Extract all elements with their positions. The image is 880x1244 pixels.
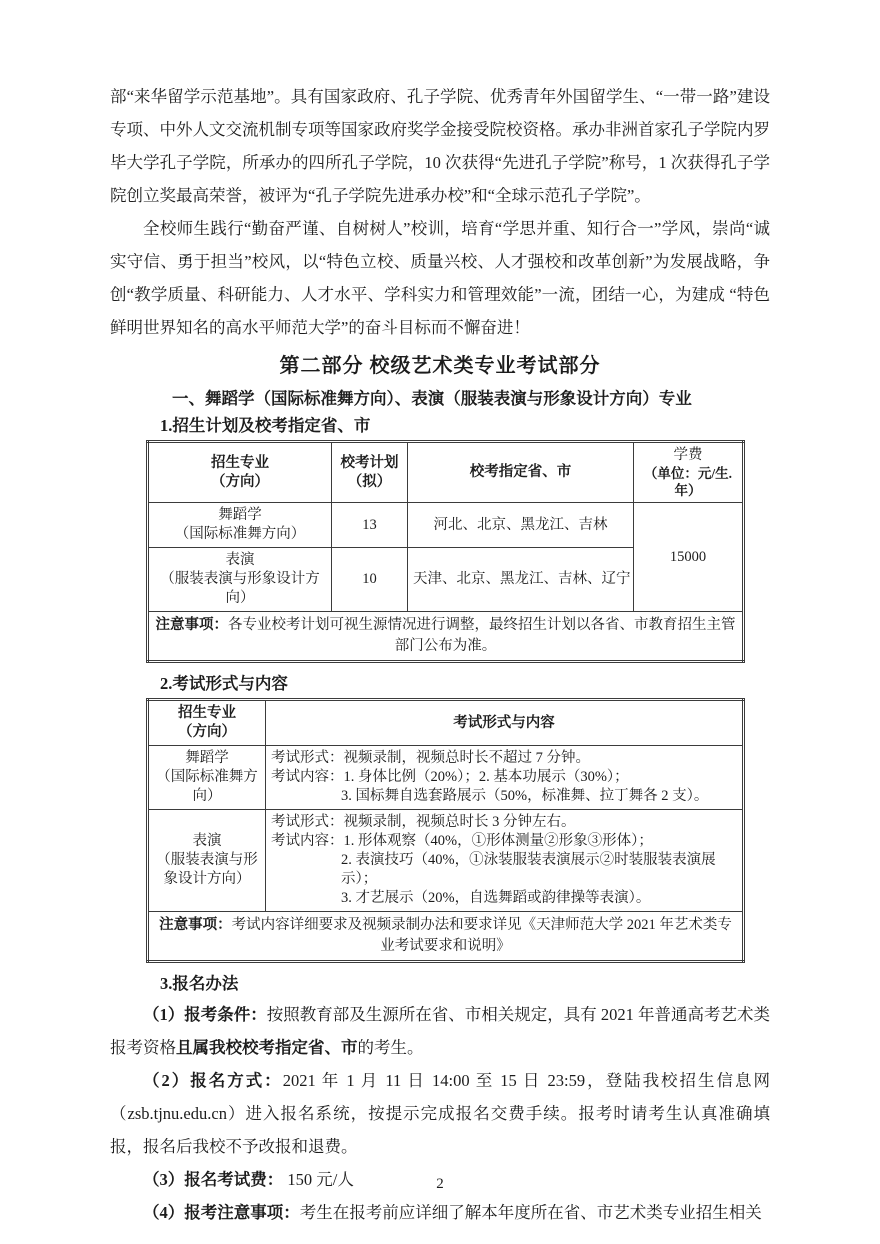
- item-label: （4）报考注意事项：: [143, 1203, 300, 1222]
- exam-table-row-dance: [148, 746, 744, 810]
- plan-table-note-row: [148, 612, 744, 662]
- registration-item-1: [110, 998, 770, 1064]
- header-tuition-line2: （单位：元/生.: [643, 466, 733, 481]
- item-label: （1）报考条件：: [143, 1005, 267, 1024]
- intro-paragraph-2: 全校师生践行“勤奋严谨、自树树人”校训，培育“学思并重、知行合一”学风，崇尚“诚实守信、勇于担当”校风，以“特色立校、质量兴校、人才强校和改革创新”为发展战略，争创“教学质量、科研能力、人才水平、学科实力和管理效能”一流，团结一心，为建成 “特色鲜明世界知名的高水平师范大学”的奋斗目标而不懈奋进！: [110, 219, 770, 337]
- cell-provinces: 天津、北京、黑龙江、吉林、辽宁: [408, 548, 634, 612]
- cell-major: [148, 810, 266, 912]
- exam-table-header-row: [148, 700, 744, 746]
- major-name: 表演: [192, 833, 222, 849]
- note-text: 各专业校考计划可视生源情况进行调整，最终招生计划以各省、市教育招生主管部门公布为准。: [228, 617, 736, 654]
- cell-tuition: 15000: [634, 503, 744, 612]
- page-number: 2: [436, 1176, 444, 1192]
- header-major: [148, 700, 266, 746]
- major-name: 舞蹈学: [218, 507, 262, 523]
- subsection1-heading: 1.招生计划及校考指定省、市: [160, 416, 371, 435]
- header-major-line2: （方向）: [211, 473, 269, 490]
- note-text: 考试内容详细要求及视频录制办法和要求详见《天津师范大学 2021 年艺术类专业考试要求和说明》: [231, 917, 732, 954]
- exam-content-line: 考试形式：视频录制，视频总时长 3 分钟左右。: [271, 814, 576, 830]
- item-text: 2021 年 1 月 11 日 14:00 至 15 日 23:59，登陆我校招生信息网（zsb.tjnu.edu.cn）进入报名系统，按提示完成报名交费手续。报考时请考生认真准确填报，报名后我校不予改报和退费。: [110, 1071, 771, 1156]
- item-label: （2）报名方式：: [143, 1071, 283, 1090]
- exam-content-line: 3. 国标舞自选套路展示（50%，标准舞、拉丁舞各 2 支）。: [341, 788, 709, 804]
- header-exam-content: 考试形式与内容: [266, 700, 744, 746]
- exam-content-line: 3. 才艺展示（20%，自选舞蹈或韵律操等表演）。: [341, 890, 651, 906]
- header-major-line1: 招生专业: [211, 454, 269, 471]
- item-text: 考生在报考前应详细了解本年度所在省、市艺术类专业招生相关: [299, 1203, 762, 1222]
- intro-paragraph-1: 部“来华留学示范基地”。具有国家政府、孔子学院、优秀青年外国留学生、“一带一路”建设专项、中外人文交流机制专项等国家政府奖学金接受院校资格。承办非洲首家孔子学院内罗毕大学孔子学院，所承办的四所孔子学院，10 次获得“先进孔子学院”称号，1 次获得孔子学院创立奖最高荣誉，被评为“孔子学院先进承办校”和“全球示范孔子学院”。: [110, 87, 770, 205]
- cell-provinces: 河北、北京、黑龙江、吉林: [408, 503, 634, 548]
- part2-title: 第二部分 校级艺术类专业考试部分: [279, 355, 601, 377]
- cell-exam-content: [266, 810, 744, 912]
- exam-content-line: 2. 表演技巧（40%，①泳装服装表演展示②时装服装表演展示）；: [341, 852, 716, 887]
- note-label: 注意事项：: [155, 617, 228, 633]
- plan-table-header-row: [148, 442, 744, 503]
- enrollment-plan-table: [146, 440, 745, 663]
- major-direction: （国际标准舞方向）: [174, 526, 306, 542]
- header-tuition: [634, 442, 744, 503]
- note-label: 注意事项：: [159, 917, 232, 933]
- header-major: [148, 442, 332, 503]
- header-plan: [332, 442, 408, 503]
- major-direction: （国际标准舞方向）: [156, 769, 258, 804]
- cell-major: [148, 503, 332, 548]
- major-name: 表演: [225, 552, 255, 568]
- header-plan-line1: 校考计划: [340, 454, 399, 471]
- item-text: 按照教育部及生源所在省、市相关规定，具有 2021 年普通高考艺术类报考资格: [110, 1005, 770, 1057]
- exam-format-table: [146, 698, 745, 963]
- cell-plan: 13: [332, 503, 408, 548]
- major-name: 舞蹈学: [185, 750, 229, 766]
- header-major-line1: 招生专业: [178, 705, 236, 721]
- subsection2-heading: 2.考试形式与内容: [160, 674, 288, 693]
- header-provinces: 校考指定省、市: [408, 442, 634, 503]
- cell-major: [148, 746, 266, 810]
- item-text: 150 元/人: [283, 1170, 354, 1189]
- major-direction: （服装表演与形象设计方向）: [156, 852, 258, 887]
- header-tuition-line3: 年）: [674, 483, 702, 498]
- cell-exam-content: [266, 746, 744, 810]
- exam-content-line: 考试内容：1. 形体观察（40%，①形体测量②形象③形体）；: [271, 833, 653, 849]
- item-text-bold: 且属我校校考指定省、市: [176, 1038, 358, 1057]
- exam-table-note-row: [148, 912, 744, 962]
- exam-content-line: 考试内容：1. 身体比例（20%）；2. 基本功展示（30%）；: [271, 769, 629, 785]
- registration-item-4: [110, 1196, 770, 1229]
- header-plan-line2: （拟）: [347, 473, 392, 490]
- note-cell: [148, 912, 744, 962]
- header-major-line2: （方向）: [178, 724, 236, 740]
- subsection3-heading: 3.报名办法: [160, 974, 239, 993]
- cell-plan: 10: [332, 548, 408, 612]
- header-tuition-line1: 学费: [673, 447, 703, 463]
- exam-content-line: 考试形式：视频录制，视频总时长不超过 7 分钟。: [271, 750, 590, 766]
- section1-heading: 一、舞蹈学（国际标准舞方向）、表演（服装表演与形象设计方向）专业: [172, 389, 692, 408]
- cell-major: [148, 548, 332, 612]
- registration-item-2: [110, 1064, 770, 1163]
- exam-table-row-performance: [148, 810, 744, 912]
- plan-table-row-dance: [148, 503, 744, 548]
- item-label: （3）报名考试费：: [143, 1170, 284, 1189]
- major-direction: （服装表演与形象设计方向）: [160, 571, 320, 606]
- note-cell: [148, 612, 744, 662]
- item-text: 的考生。: [357, 1038, 424, 1057]
